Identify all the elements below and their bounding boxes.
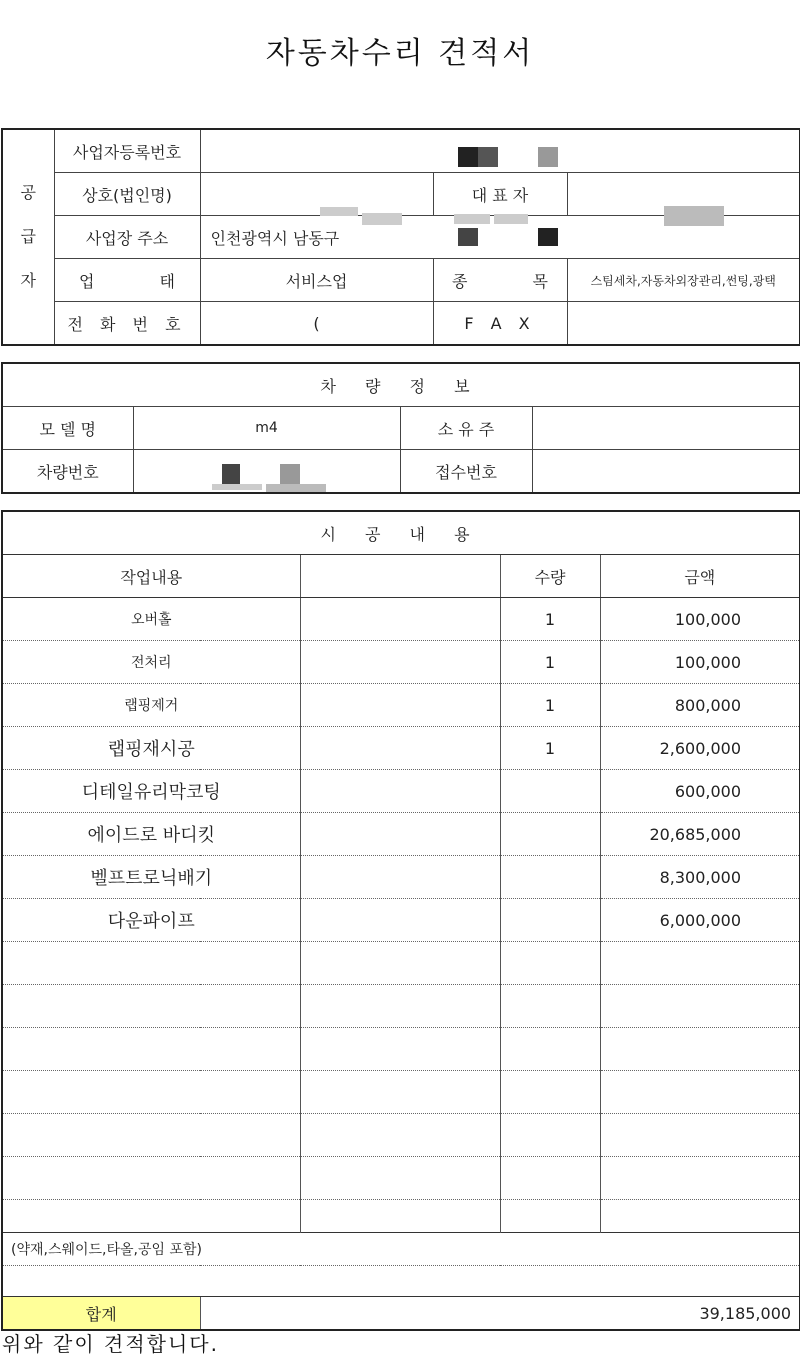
row-item: 에이드로 바디킷	[2, 813, 300, 856]
owner-label: 소 유 주	[400, 407, 532, 450]
rep-label: 대 표 자	[433, 173, 567, 216]
row-item: 다운파이프	[2, 899, 300, 942]
empty-cell	[300, 985, 500, 1028]
empty-cell	[600, 1028, 800, 1071]
row-blank	[300, 598, 500, 641]
empty-row	[2, 1071, 800, 1114]
empty-row	[2, 1200, 800, 1233]
row-blank	[300, 813, 500, 856]
empty-cell	[500, 942, 600, 985]
header-qty: 수량	[500, 555, 600, 598]
row-blank	[300, 641, 500, 684]
redaction-block	[494, 214, 528, 224]
row-qty: 1	[500, 641, 600, 684]
empty-cell	[300, 1028, 500, 1071]
table-row	[2, 598, 800, 641]
empty-cell	[2, 942, 300, 985]
fax-label: F A X	[433, 302, 567, 346]
supplier-side-char-1: 공	[20, 183, 36, 202]
redaction-block	[478, 147, 498, 167]
row-qty	[500, 770, 600, 813]
empty-cell	[2, 1200, 300, 1233]
row-amount: 6,000,000	[600, 899, 800, 942]
business-type-value: 서비스업	[200, 259, 433, 302]
empty-cell	[300, 1114, 500, 1157]
phone-value: (	[200, 302, 433, 346]
empty-cell	[500, 1157, 600, 1200]
company-label: 상호(법인명)	[54, 173, 200, 216]
fax-value	[567, 302, 800, 346]
redaction-block	[320, 207, 358, 216]
row-blank	[300, 727, 500, 770]
empty-row	[2, 985, 800, 1028]
table-row	[2, 770, 800, 813]
empty-row	[2, 942, 800, 985]
empty-cell	[500, 1028, 600, 1071]
redaction-block	[280, 464, 300, 484]
owner-value	[532, 407, 800, 450]
plate-label: 차량번호	[2, 450, 133, 494]
work-section-title: 시 공 내 용	[2, 511, 800, 555]
redaction-block	[538, 228, 558, 246]
work-table	[1, 510, 800, 1331]
phone-label: 전 화 번 호	[54, 302, 200, 346]
vehicle-section-title: 차 량 정 보	[2, 363, 800, 407]
total-label: 합계	[2, 1297, 200, 1331]
row-amount: 100,000	[600, 598, 800, 641]
empty-cell	[500, 1071, 600, 1114]
footer-statement: 위와 같이 견적합니다.	[2, 1332, 219, 1356]
table-row	[2, 684, 800, 727]
company-value	[200, 173, 433, 216]
row-blank	[300, 770, 500, 813]
empty-cell	[600, 942, 800, 985]
empty-cell	[2, 1028, 300, 1071]
redaction-block	[538, 147, 558, 167]
empty-cell	[600, 1157, 800, 1200]
empty-cell	[500, 1200, 600, 1233]
total-value: 39,185,000	[200, 1297, 800, 1331]
empty-row	[2, 1028, 800, 1071]
row-qty	[500, 813, 600, 856]
table-row	[2, 899, 800, 942]
business-type-label: 업 태	[54, 259, 200, 302]
row-item: 벨프트로닉배기	[2, 856, 300, 899]
empty-cell	[2, 985, 300, 1028]
row-amount: 20,685,000	[600, 813, 800, 856]
reg-no-value	[200, 129, 800, 173]
receipt-label: 접수번호	[400, 450, 532, 494]
empty-cell	[500, 985, 600, 1028]
redaction-block	[664, 206, 724, 226]
supplier-table	[1, 128, 800, 346]
empty-cell	[2, 1114, 300, 1157]
supplier-side-char-2: 급	[20, 227, 36, 246]
redaction-block	[458, 228, 478, 246]
vehicle-table	[1, 362, 800, 494]
redaction-block	[266, 484, 326, 492]
row-qty	[500, 899, 600, 942]
address-value: 인천광역시 남동구	[200, 216, 800, 259]
row-qty: 1	[500, 598, 600, 641]
redaction-block	[458, 147, 478, 167]
reg-no-label: 사업자등록번호	[54, 129, 200, 173]
empty-cell	[600, 1200, 800, 1233]
header-blank	[300, 555, 500, 598]
business-item-value: 스팀세차,자동차외장관리,썬팅,광택	[567, 259, 800, 302]
empty-row	[2, 1157, 800, 1200]
row-item: 전처리	[2, 641, 300, 684]
row-qty	[500, 856, 600, 899]
row-amount: 8,300,000	[600, 856, 800, 899]
supplier-side-char-3: 자	[20, 271, 36, 290]
table-row	[2, 641, 800, 684]
address-label: 사업장 주소	[54, 216, 200, 259]
empty-cell	[300, 942, 500, 985]
empty-cell	[600, 985, 800, 1028]
row-item: 오버홀	[2, 598, 300, 641]
empty-cell	[600, 1114, 800, 1157]
redaction-block	[212, 484, 262, 490]
empty-row	[2, 1114, 800, 1157]
redaction-block	[454, 214, 490, 224]
empty-cell	[500, 1114, 600, 1157]
redaction-block	[362, 213, 402, 225]
model-value: m4	[133, 407, 400, 450]
supplier-side-label	[2, 129, 54, 345]
row-amount: 2,600,000	[600, 727, 800, 770]
header-item: 작업내용	[2, 555, 300, 598]
empty-note-row	[2, 1266, 800, 1297]
row-blank	[300, 856, 500, 899]
empty-cell	[2, 1157, 300, 1200]
table-row	[2, 813, 800, 856]
row-item: 랩핑제거	[2, 684, 300, 727]
model-label: 모 델 명	[2, 407, 133, 450]
document-title: 자동차수리 견적서	[265, 36, 535, 71]
empty-cell	[300, 1200, 500, 1233]
row-qty: 1	[500, 684, 600, 727]
row-amount: 600,000	[600, 770, 800, 813]
row-item: 랩핑재시공	[2, 727, 300, 770]
table-row	[2, 856, 800, 899]
business-item-label: 종 목	[433, 259, 567, 302]
work-note: (약재,스웨이드,타올,공임 포함)	[2, 1233, 800, 1266]
row-amount: 800,000	[600, 684, 800, 727]
redaction-block	[222, 464, 240, 484]
empty-cell	[600, 1071, 800, 1114]
row-blank	[300, 684, 500, 727]
receipt-value	[532, 450, 800, 494]
empty-cell	[300, 1157, 500, 1200]
header-amount: 금액	[600, 555, 800, 598]
row-item: 디테일유리막코팅	[2, 770, 300, 813]
row-qty: 1	[500, 727, 600, 770]
empty-cell	[2, 1071, 300, 1114]
row-blank	[300, 899, 500, 942]
row-amount: 100,000	[600, 641, 800, 684]
table-row	[2, 727, 800, 770]
empty-cell	[300, 1071, 500, 1114]
